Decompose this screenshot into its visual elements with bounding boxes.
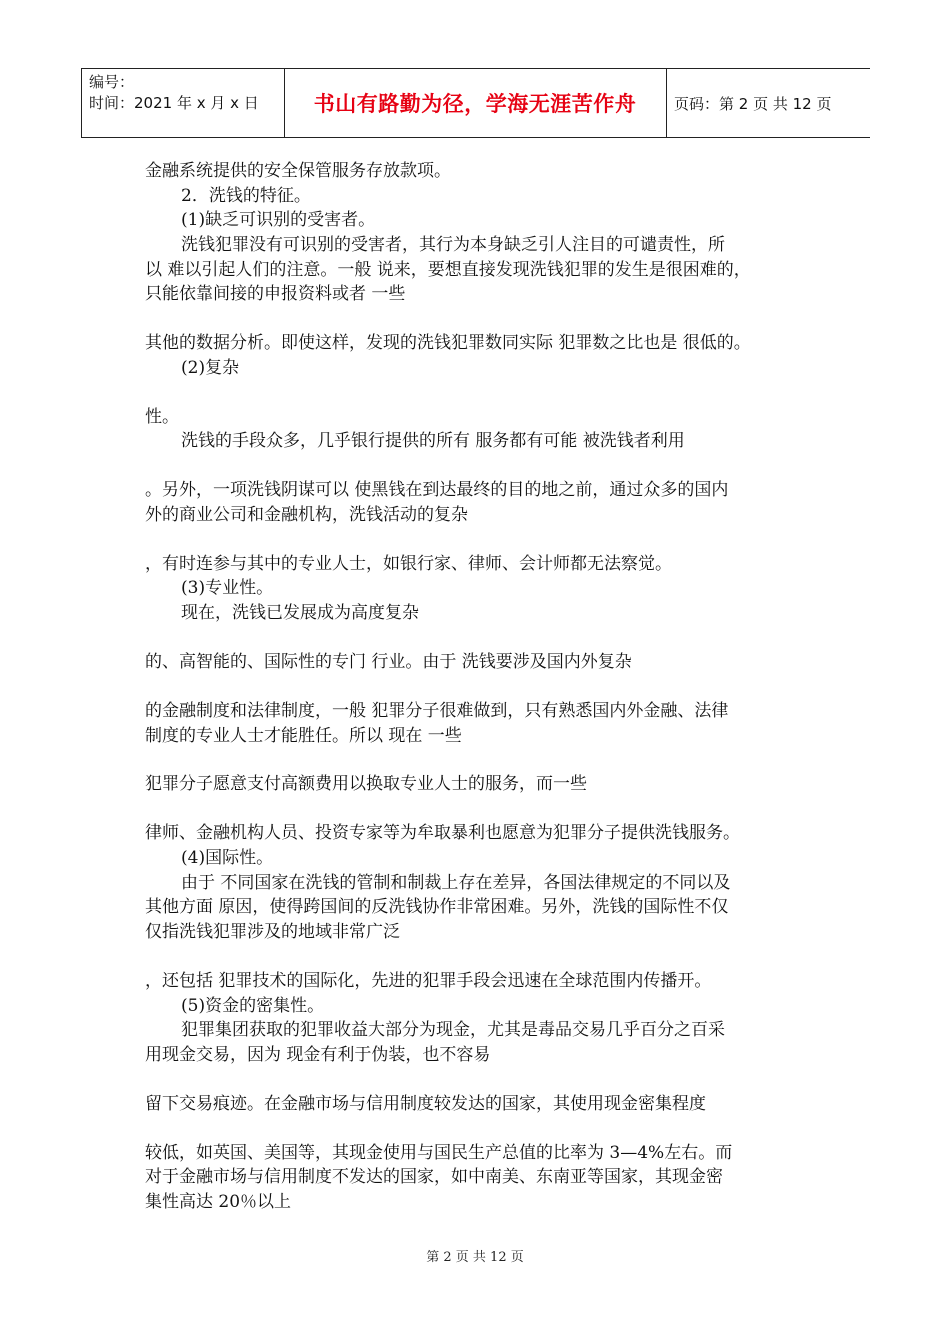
text-line: 2．洗钱的特征。 (181, 186, 311, 206)
text-line: (5)资金的密集性。 (181, 996, 325, 1016)
text-line: 只能依靠间接的申报资料或者 一些 (145, 284, 406, 304)
header-border-left (81, 69, 82, 137)
text-line: 洗钱犯罪没有可识别的受害者，其行为本身缺乏引人注目的可谴责性，所 (181, 235, 725, 255)
text-line: 制度的专业人士才能胜任。所以 现在 一些 (145, 726, 462, 746)
text-line: 洗钱的手段众多，几乎银行提供的所有 服务都有可能 被洗钱者利用 (181, 431, 685, 451)
text-line: 外的商业公司和金融机构，洗钱活动的复杂 (145, 505, 468, 525)
text-line: 现在，洗钱已发展成为高度复杂 (181, 603, 419, 623)
text-line: 犯罪分子愿意支付高额费用以换取专业人士的服务，而一些 (145, 774, 587, 794)
text-line: 。另外，一项洗钱阴谋可以 使黑钱在到达最终的目的地之前，通过众多的国内 (145, 480, 729, 500)
text-line: 集性高达 20％以上 (145, 1192, 292, 1212)
text-line: 留下交易痕迹。在金融市场与信用制度较发达的国家，其使用现金密集程度 (145, 1094, 706, 1114)
text-line: ，有时连参与其中的专业人士，如银行家、律师、会计师都无法察觉。 (145, 554, 672, 574)
text-line: 较低，如英国、美国等，其现金使用与国民生产总值的比率为 3—4%左右。而 (145, 1143, 733, 1163)
text-line: 其他方面 原因，使得跨国间的反洗钱协作非常困难。另外，洗钱的国际性不仅 (145, 897, 729, 917)
text-line: 犯罪集团获取的犯罪收益大部分为现金，尤其是毒品交易几乎百分之百采 (181, 1020, 725, 1040)
text-line: (4)国际性。 (181, 848, 274, 868)
text-line: 的、高智能的、国际性的专门 行业。由于 洗钱要涉及国内外复杂 (145, 652, 632, 672)
text-line: (2)复杂 (181, 358, 240, 378)
text-line: (3)专业性。 (181, 578, 274, 598)
text-line: 由于 不同国家在洗钱的管制和制裁上存在差异，各国法律规定的不同以及 (181, 873, 731, 893)
text-line: 性。 (145, 407, 179, 427)
text-line: 律师、金融机构人员、投资专家等为牟取暴利也愿意为犯罪分子提供洗钱服务。 (145, 823, 740, 843)
header-table (81, 68, 870, 138)
text-line: 金融系统提供的安全保管服务存放款项。 (145, 161, 451, 181)
text-line: 仅指洗钱犯罪涉及的地域非常广泛 (145, 922, 400, 942)
header-page-label: 页码：第 2 页 共 12 页 (674, 94, 832, 113)
text-line: 以 难以引起人们的注意。一般 说来，要想直接发现洗钱犯罪的发生是很困难的， (145, 260, 751, 280)
text-line: ，还包括 犯罪技术的国际化，先进的犯罪手段会迅速在全球范围内传播开。 (145, 971, 712, 991)
text-line: 其他的数据分析。即使这样，发现的洗钱犯罪数同实际 犯罪数之比也是 很低的。 (145, 333, 751, 353)
text-line: 对于金融市场与信用制度不发达的国家，如中南美、东南亚等国家，其现金密 (145, 1167, 723, 1187)
text-line: (1)缺乏可识别的受害者。 (181, 210, 376, 230)
time-label: 时间：2021 年 x 月 x 日 (89, 94, 259, 112)
text-line: 的金融制度和法律制度，一般 犯罪分子很难做到，只有熟悉国内外金融、法律 (145, 701, 729, 721)
page-footer: 第 2 页 共 12 页 (426, 1250, 524, 1265)
header-motto: 书山有路勤为径，学海无涯苦作舟 (313, 92, 637, 116)
number-label: 编号： (89, 73, 135, 91)
header-meta (89, 72, 259, 114)
text-line: 用现金交易，因为 现金有利于伪装，也不容易 (145, 1045, 491, 1065)
